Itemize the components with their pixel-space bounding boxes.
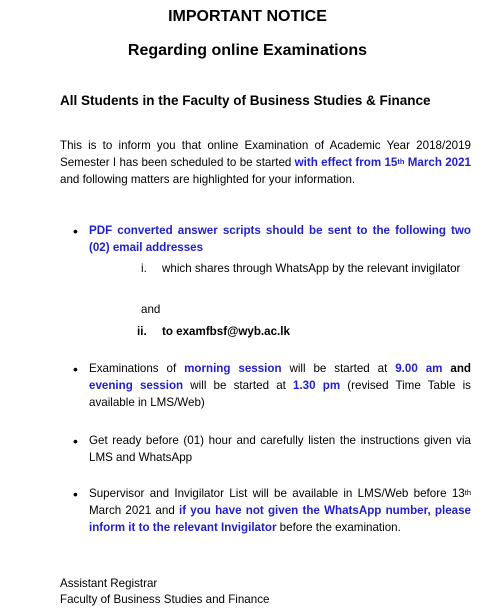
evening-time: 1.30 pm — [293, 379, 341, 392]
evening-session-highlight: evening session — [89, 379, 184, 392]
bullet-3-marker: • — [73, 433, 78, 449]
whatsapp-highlight: if you have not given the WhatsApp number, please inform it to the relevant Invigilator — [89, 504, 471, 534]
bullet-4-text: Supervisor and Invigilator List will be available in LMS/Web before 13th March 2021 and if you have not given the WhatsApp number, please inform it to the relevant Invigilator before the examination. — [89, 487, 471, 534]
notice-subtitle: Regarding online Examinations — [127, 42, 368, 59]
bullet-2-marker: • — [73, 361, 78, 377]
and-connector: and — [141, 303, 161, 316]
intro-date-highlight: with effect from 15th March 2021 — [294, 156, 472, 169]
intro-text-2: and following matters are highlighted for your information. — [60, 173, 356, 186]
bullet-1-marker: • — [73, 223, 78, 239]
morning-time: 9.00 am — [395, 362, 443, 375]
bullet-2-text: Examinations of morning session will be started at 9.00 am and evening session will be started at 1.30 pm (revised Time Table is available in LMS/Web) — [89, 362, 471, 409]
intro-paragraph — [60, 137, 471, 188]
signature-title: Assistant Registrar — [60, 577, 158, 590]
sub-item-ii-email: to examfbsf@wyb.ac.lk — [162, 325, 290, 338]
bullet-3-text: Get ready before (01) hour and carefully listen the instructions given via LMS and WhatsApp — [89, 434, 471, 464]
sub-item-i-number: i. — [141, 262, 147, 275]
audience-heading: All Students in the Faculty of Business Studies & Finance — [60, 93, 431, 108]
bullet-4-marker: • — [73, 486, 78, 502]
morning-session-highlight: morning session — [184, 362, 282, 375]
notice-title: IMPORTANT NOTICE — [168, 8, 327, 25]
bullet-1-text: PDF converted answer scripts should be sent to the following two (02) email addresses — [89, 224, 471, 254]
sub-item-ii-number: ii. — [137, 325, 147, 338]
intro-text-1: This is to inform you that online Examination of Academic Year 2018/2019 Semester I has been scheduled to be started — [60, 139, 471, 169]
signature-faculty: Faculty of Business Studies and Finance — [60, 593, 270, 606]
sub-item-i-text: which shares through WhatsApp by the relevant invigilator — [162, 262, 461, 275]
